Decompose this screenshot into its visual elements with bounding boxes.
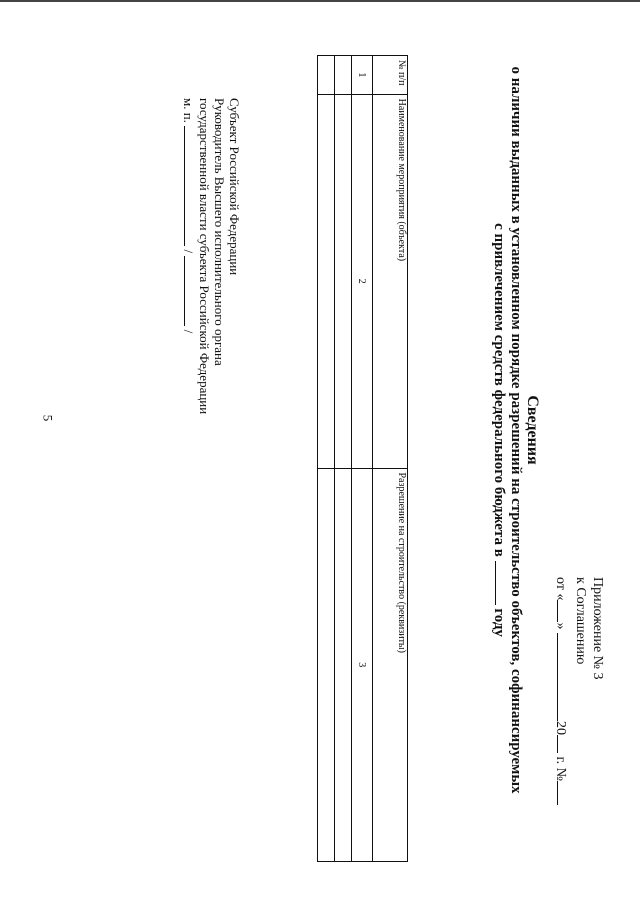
- signature-line-3: государственной власти субъекта Российской Федерации: [197, 98, 212, 415]
- document-title: [491, 40, 540, 820]
- year-suffix: г. №: [553, 756, 568, 781]
- table-cell: [318, 468, 335, 862]
- signature-mp-line: м. п. / /: [181, 98, 196, 334]
- col-num-2: 2: [352, 94, 373, 468]
- header-object-name: Наименование мероприятия (объекта): [373, 94, 408, 468]
- year-blank: [557, 735, 570, 753]
- signature-block: [181, 98, 242, 518]
- table-row: [335, 56, 352, 862]
- title-line-2: [491, 40, 508, 820]
- header-permit: Разрешение на строительство (реквизиты): [373, 468, 408, 862]
- month-blank: [557, 633, 570, 721]
- table-row: [318, 56, 335, 862]
- signature-line-1: Субъект Российской Федерации: [227, 98, 242, 276]
- year-prefix: 20: [553, 720, 568, 735]
- annex-block: [552, 577, 606, 805]
- annex-date-line: [552, 577, 570, 805]
- year-blank-title: [495, 561, 508, 605]
- title-line-2-end: году: [491, 608, 507, 637]
- mp-label: м. п.: [181, 98, 196, 123]
- annex-title: Приложение № 3: [590, 577, 605, 680]
- table-cell: [335, 468, 352, 862]
- table-column-numbers: [352, 56, 373, 862]
- day-blank: [557, 600, 570, 622]
- header-number: № п/п: [373, 56, 408, 95]
- table-cell: [318, 94, 335, 468]
- table-header-row: [373, 56, 408, 862]
- col-num-3: 3: [352, 468, 373, 862]
- date-mid: »: [553, 622, 568, 630]
- signature-line-2: Руководитель Высшего исполнительного органа: [212, 98, 227, 366]
- date-prefix: от «: [553, 577, 568, 601]
- title-line-1: о наличии выданных в установленном порядке разрешений на строительство объектов, софинансируемых: [508, 66, 524, 794]
- name-blank: [184, 256, 197, 326]
- permits-table: [317, 55, 408, 862]
- table-cell: [318, 56, 335, 95]
- title-heading: Сведения: [524, 395, 541, 465]
- table-cell: [335, 56, 352, 95]
- page-number: 5: [40, 414, 56, 422]
- title-line-2-text: с привлечением средств федерального бюджета в: [491, 223, 507, 557]
- signature-blank: [184, 126, 197, 246]
- col-num-1: 1: [352, 56, 373, 95]
- number-blank: [557, 781, 570, 805]
- annex-subtitle: к Соглашению: [573, 577, 588, 665]
- table-cell: [335, 94, 352, 468]
